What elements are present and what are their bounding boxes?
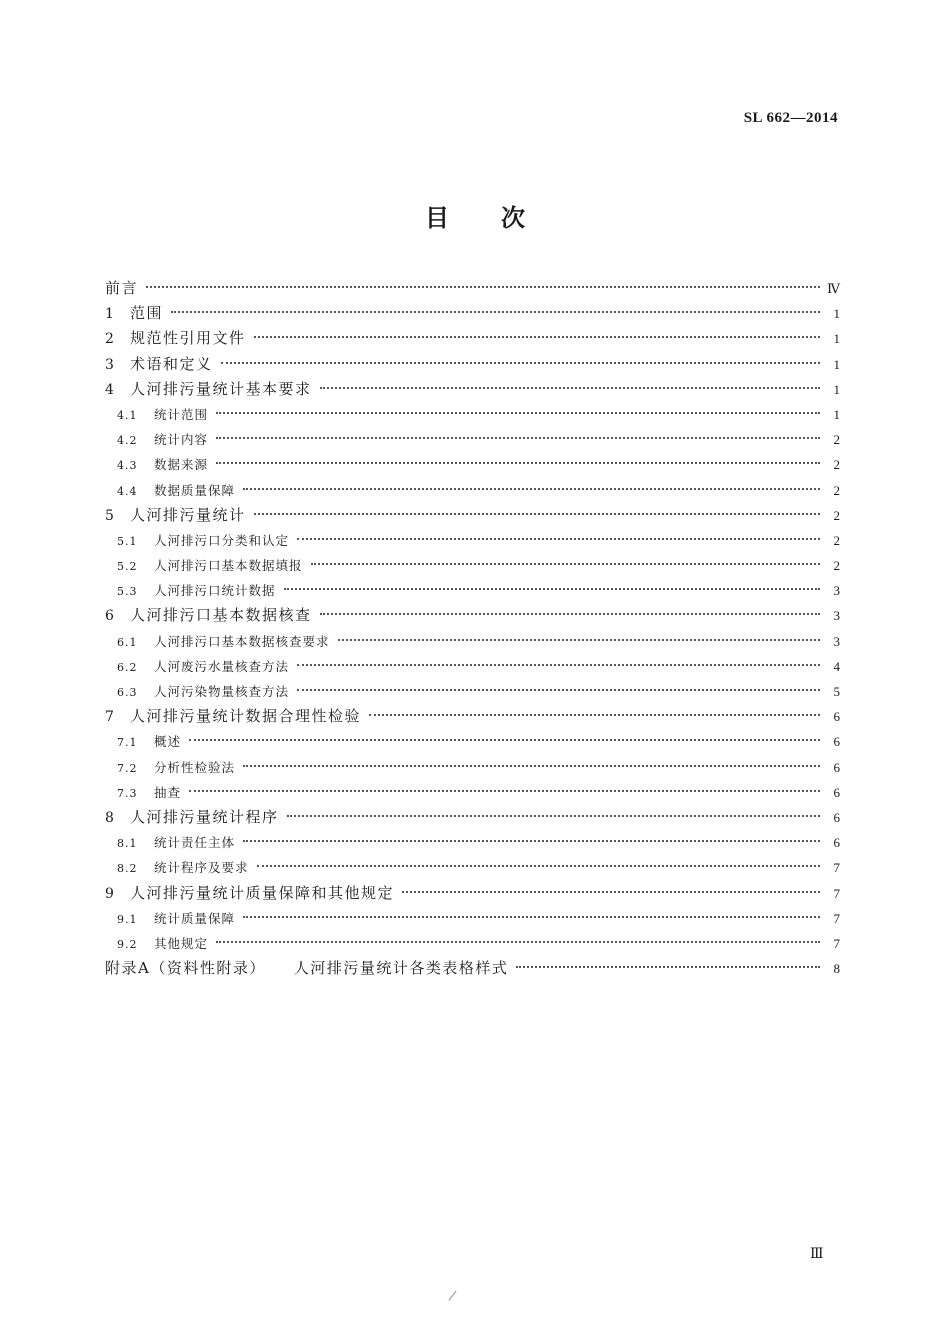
toc-entry-number: 6 — [105, 608, 114, 625]
toc-entry-title: 人河污染物量核查方法 — [154, 684, 290, 699]
toc-entry[interactable] — [105, 427, 840, 452]
toc-leader-dots — [311, 563, 820, 565]
toc-entry-number: 6.1 — [117, 635, 138, 649]
toc-entry-number: 5.1 — [117, 534, 138, 548]
standard-code: SL 662—2014 — [743, 110, 838, 126]
toc-entry-page: 3 — [833, 608, 840, 624]
toc-entry[interactable] — [105, 553, 840, 578]
toc-entry-title: 术语和定义 — [130, 354, 213, 373]
toc-entry-number: 1 — [105, 306, 114, 323]
toc-leader-dots — [257, 865, 820, 867]
toc-leader-dots — [369, 714, 820, 716]
toc-entry-number: 5 — [105, 507, 114, 524]
toc-entry-title: 人河排污量统计基本要求 — [130, 379, 312, 398]
toc-entry-title: 人河排污口基本数据填报 — [154, 558, 303, 574]
toc-entry[interactable] — [105, 931, 840, 956]
toc-entry-title: 数据质量保障 — [154, 482, 236, 498]
toc-entry-page: 6 — [833, 835, 840, 851]
toc-entry[interactable] — [105, 704, 840, 729]
toc-leader-dots — [320, 387, 820, 389]
toc-entry[interactable] — [105, 830, 840, 855]
toc-entry-number: 4.2 — [117, 434, 138, 448]
toc-entry-number: 7.1 — [117, 736, 138, 750]
toc-entry-number: 6.2 — [117, 660, 138, 674]
toc-entry-title: 人河排污量统计质量保障和其他规定 — [130, 883, 395, 902]
toc-entry-page: 7 — [833, 935, 840, 951]
toc-entry[interactable] — [105, 276, 840, 301]
toc-entry-title: 数据来源 — [154, 457, 209, 473]
toc-entry-page: 4 — [833, 658, 840, 674]
toc-entry-page: 7 — [833, 910, 840, 926]
toc-entry-number: 5.3 — [117, 585, 138, 599]
toc-entry-number: 8.1 — [117, 837, 138, 851]
toc-entry-page: 7 — [833, 860, 840, 876]
toc-entry-title: 其他规定 — [154, 935, 209, 951]
toc-leader-dots — [189, 790, 820, 792]
toc-leader-dots — [284, 588, 820, 590]
toc-leader-dots — [297, 664, 820, 666]
toc-leader-dots — [216, 941, 820, 943]
toc-leader-dots — [221, 362, 820, 364]
toc-entry-title: 统计内容 — [154, 432, 209, 448]
toc-entry-number: 4.3 — [117, 459, 138, 473]
table-of-contents — [105, 276, 840, 981]
page-folio: Ⅲ — [810, 1247, 824, 1262]
toc-entry-number: 8 — [105, 809, 114, 826]
toc-entry-title: 人河废污水量核查方法 — [154, 658, 290, 674]
toc-entry-number: 6.3 — [117, 686, 138, 699]
toc-entry-page: 6 — [833, 784, 840, 800]
toc-leader-dots — [297, 538, 820, 540]
toc-entry[interactable] — [105, 956, 840, 981]
toc-entry[interactable] — [105, 377, 840, 402]
page-title — [0, 198, 950, 233]
toc-leader-dots — [320, 613, 820, 615]
toc-entry-page: 1 — [833, 406, 840, 422]
toc-entry-page: 1 — [833, 306, 840, 322]
toc-leader-dots — [216, 412, 820, 414]
toc-entry[interactable] — [105, 528, 840, 553]
scan-mark: / — [447, 1287, 458, 1305]
toc-entry-number: 4 — [105, 381, 114, 398]
toc-leader-dots — [243, 765, 820, 767]
toc-leader-dots — [216, 437, 820, 439]
toc-entry-number: 9.2 — [117, 937, 138, 951]
toc-entry-page: Ⅳ — [827, 281, 840, 296]
toc-entry[interactable] — [105, 478, 840, 503]
toc-entry-title: 抽查 — [154, 784, 182, 800]
toc-entry[interactable] — [105, 452, 840, 477]
toc-entry-page: 3 — [833, 583, 840, 599]
toc-entry-page: 2 — [833, 482, 840, 498]
toc-entry-number: 7.2 — [117, 761, 138, 775]
toc-entry-title: 统计范围 — [154, 406, 209, 422]
toc-leader-dots — [243, 840, 820, 842]
page-title-char-2: 次 — [501, 204, 525, 232]
toc-leader-dots — [516, 966, 820, 968]
toc-entry-page: 6 — [833, 759, 840, 775]
toc-entry[interactable] — [105, 729, 840, 754]
toc-leader-dots — [146, 286, 820, 288]
toc-entry-number: 8.2 — [117, 862, 138, 876]
toc-entry-number: 9 — [105, 885, 114, 902]
page-title-char-1: 目 — [425, 204, 449, 232]
toc-entry-subtitle: 人河排污量统计各类表格样式 — [293, 959, 509, 978]
toc-entry[interactable] — [105, 603, 840, 628]
toc-entry[interactable] — [105, 755, 840, 780]
toc-entry[interactable] — [105, 503, 840, 528]
toc-entry-title: 分析性检验法 — [154, 759, 236, 775]
toc-entry[interactable] — [105, 855, 840, 880]
toc-entry-title: 人河排污量统计数据合理性检验 — [130, 707, 362, 726]
toc-leader-dots — [254, 513, 820, 515]
toc-leader-dots — [171, 311, 820, 313]
toc-entry-page: 2 — [833, 532, 840, 548]
toc-entry[interactable] — [105, 780, 840, 805]
toc-entry-title: 人河排污口分类和认定 — [154, 532, 290, 548]
toc-entry[interactable] — [105, 402, 840, 427]
toc-entry[interactable] — [105, 654, 840, 679]
toc-leader-dots — [287, 815, 820, 817]
toc-entry-page: 2 — [833, 457, 840, 473]
toc-entry-page: 2 — [833, 507, 840, 523]
toc-entry-page: 1 — [833, 356, 840, 372]
toc-entry[interactable] — [105, 906, 840, 931]
toc-entry-page: 7 — [833, 885, 840, 901]
toc-entry-number: 7.3 — [117, 786, 138, 800]
toc-entry-title: 统计质量保障 — [154, 910, 236, 926]
toc-leader-dots — [243, 488, 820, 490]
toc-entry-number: 4.1 — [117, 408, 138, 422]
toc-entry-title: 人河排污量统计程序 — [130, 807, 279, 826]
toc-entry-number: 5.2 — [117, 560, 138, 574]
toc-entry-title: 附录A（资料性附录） — [105, 959, 266, 978]
toc-entry-number: 7 — [105, 709, 114, 726]
toc-entry-page: 2 — [833, 432, 840, 448]
toc-entry-page: 6 — [833, 709, 840, 725]
toc-leader-dots — [254, 336, 820, 338]
toc-entry-number: 4.4 — [117, 484, 138, 498]
toc-entry-title: 范围 — [130, 304, 164, 323]
toc-entry-number: 9.1 — [117, 912, 138, 926]
toc-entry[interactable] — [105, 352, 840, 377]
toc-entry-title: 统计责任主体 — [154, 835, 236, 851]
toc-entry-page: 8 — [833, 961, 840, 977]
toc-entry-title: 概述 — [154, 734, 182, 750]
toc-entry-page: 5 — [833, 684, 840, 699]
toc-entry-title: 人河排污口统计数据 — [154, 583, 276, 599]
toc-entry-title: 统计程序及要求 — [154, 860, 249, 876]
toc-entry-page: 1 — [833, 381, 840, 397]
toc-entry[interactable] — [105, 805, 840, 830]
toc-entry-page: 2 — [833, 558, 840, 574]
toc-leader-dots — [243, 916, 820, 918]
toc-entry-title: 人河排污口基本数据核查 — [130, 606, 312, 625]
toc-entry[interactable] — [105, 881, 840, 906]
toc-entry-number: 3 — [105, 356, 114, 373]
toc-entry[interactable] — [105, 326, 840, 351]
toc-entry[interactable] — [105, 679, 840, 704]
toc-leader-dots — [189, 739, 820, 741]
toc-entry-page: 6 — [833, 809, 840, 825]
toc-entry-title: 前言 — [105, 279, 139, 297]
toc-entry-number: 2 — [105, 331, 114, 348]
toc-entry[interactable] — [105, 629, 840, 654]
toc-leader-dots — [216, 462, 820, 464]
toc-leader-dots — [297, 689, 820, 691]
toc-leader-dots — [338, 639, 820, 641]
toc-entry-page: 1 — [833, 331, 840, 347]
toc-entry-page: 3 — [833, 633, 840, 649]
toc-leader-dots — [402, 891, 820, 893]
toc-entry-title: 规范性引用文件 — [130, 329, 246, 348]
toc-entry-title: 人河排污口基本数据核查要求 — [154, 633, 330, 649]
toc-entry-title: 人河排污量统计 — [130, 505, 246, 524]
toc-entry-page: 6 — [833, 734, 840, 750]
toc-entry[interactable] — [105, 301, 840, 326]
toc-entry[interactable] — [105, 578, 840, 603]
